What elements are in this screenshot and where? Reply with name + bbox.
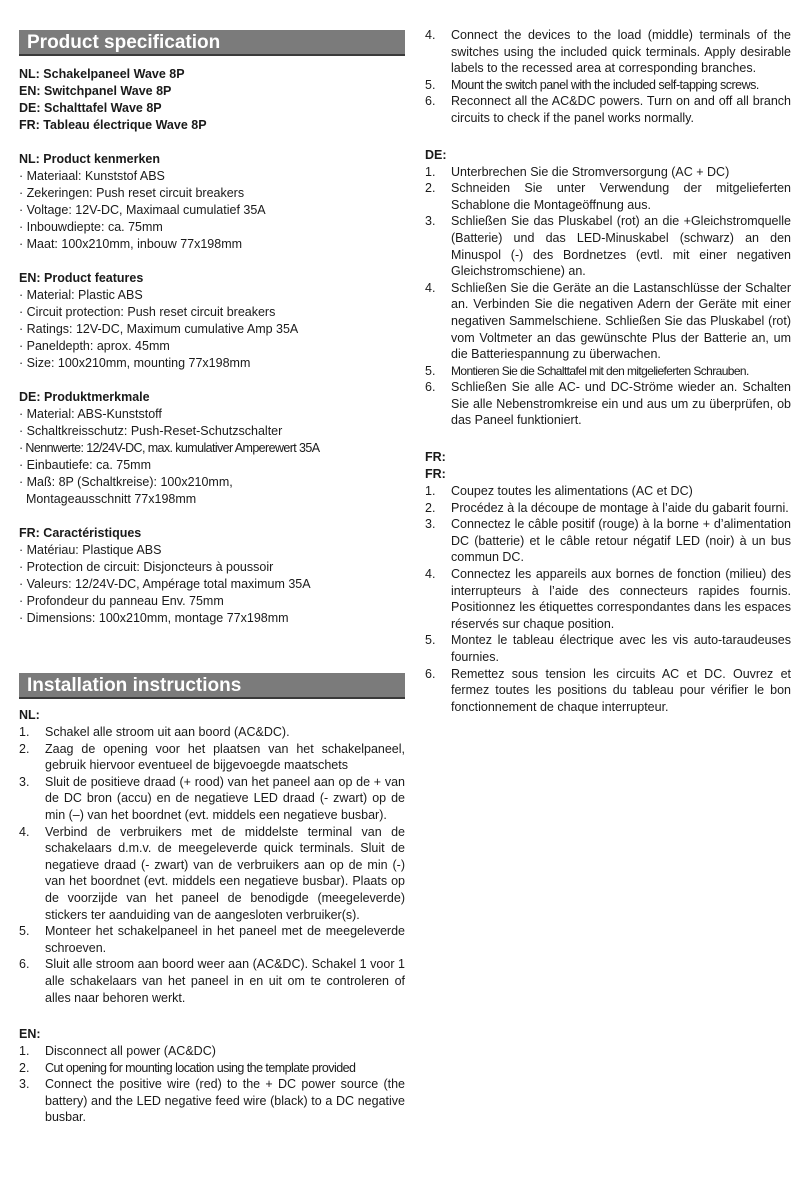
product-specification-header: Product specification [19,30,405,56]
list-item: 6. Sluit alle stroom aan boord weer aan (AC&DC). Schakel 1 voor 1 alle schakelaars van het paneel in en uit om te controleren of alles naar behoren werkt. [19,957,405,1005]
spec-group-en [19,270,405,372]
spec-item: · Protection de circuit: Disjoncteurs à poussoir [19,560,274,574]
spec-item: · Zekeringen: Push reset circuit breakers [19,186,245,200]
spec-item: · Circuit protection: Push reset circuit breakers [19,305,276,319]
installation-instructions-header: Installation instructions [19,673,405,699]
spec-item: · Material: Plastic ABS [19,288,143,302]
spec-heading: DE: Produktmerkmale [19,390,150,404]
list-item: 5. Montez le tableau électrique avec les vis auto-taraudeuses fournies. [425,633,791,664]
list-item: 1. Coupez toutes les alimentations (AC et DC) [425,484,693,499]
spec-item: · Schaltkreisschutz: Push-Reset-Schutzschalter [19,424,283,438]
fr-label: FR: [425,450,446,465]
spec-item: · Paneldepth: aprox. 45mm [19,339,170,353]
en-steps-part2 [425,27,791,127]
fr-steps [425,483,791,715]
list-item: 5. Montieren Sie die Schalttafel mit den mitgelieferten Schrauben. [425,363,749,378]
spec-item: Montageausschnitt 77x198mm [19,492,197,506]
product-names [19,66,405,134]
spec-item: · Dimensions: 100x210mm, montage 77x198mm [19,611,289,625]
product-name-en: EN: Switchpanel Wave 8P [19,84,172,98]
list-item: 2. Cut opening for mounting location using the template provided [19,1060,356,1075]
spec-item: · Inbouwdiepte: ca. 75mm [19,220,163,234]
spec-item: · Nennwerte: 12/24V-DC, max. kumulativer Amperewert 35A [19,441,320,455]
installation-section [19,673,405,1126]
fr-label-repeat: FR: [425,467,446,482]
list-item: 5. Monteer het schakelpaneel in het paneel met de meegeleverde schroeven. [19,924,405,955]
list-item: 3. Connectez le câble positif (rouge) à la borne + d’alimentation DC (batterie) et le câble retour négatif LED (noir) à un bus commun DC. [425,517,791,565]
spec-heading: FR: Caractéristiques [19,526,142,540]
list-item: 2. Schneiden Sie unter Verwendung der mitgelieferten Schablone die Montageöffnung aus. [425,181,791,212]
left-column [19,30,405,627]
spec-item: · Size: 100x210mm, mounting 77x198mm [19,356,251,370]
list-item: 5. Mount the switch panel with the included self-tapping screws. [425,77,759,92]
list-item: 6. Schließen Sie alle AC- und DC-Ströme wieder an. Schalten Sie alle Nebenstromkreise ein und aus um zu überprüfen, ob das Paneel funktioniert. [425,380,791,428]
spec-item: · Materiaal: Kunststof ABS [19,169,165,183]
spec-item: · Einbautiefe: ca. 75mm [19,458,152,472]
list-item: 1. Disconnect all power (AC&DC) [19,1044,216,1059]
list-item: 4. Connectez les appareils aux bornes de fonction (milieu) des interrupteurs à l’aide des connecteurs rapides fournis. Positionnez les étiquettes correspondantes dans les espaces réservés sur chaque position. [425,567,791,631]
list-item: 1. Unterbrechen Sie die Stromversorgung (AC + DC) [425,164,730,179]
right-column [425,27,791,715]
spec-item: · Profondeur du panneau Env. 75mm [19,594,224,608]
spec-item: · Ratings: 12V-DC, Maximum cumulative Amp 35A [19,322,299,336]
list-item: 6. Reconnect all the AC&DC powers. Turn on and off all branch circuits to check if the panel works normally. [425,94,791,125]
list-item: 4. Verbind de verbruikers met de middelste terminal van de schakelaars d.m.v. de meegeleverde quick terminals. Sluit de negatieve draad (- zwart) van de verbruikers aan op de min (-) van het boordnet (evt. middels een negatieve busbar). Plaats op de voorzijde van het paneel de benodigde (meegeleverde) stickers ter aanduiding van de aangesloten verbruiker(s). [19,824,405,922]
list-item: 4. Schließen Sie die Geräte an die Lastanschlüsse der Schalter an. Verbinden Sie die negativen Adern der Geräte mit einer negativen Sammelschiene. Schließen Sie das Pluskabel (rot) vom Voltmeter an das gewünschte Plus der Batterie an, um die Batteriespannung zu überwachen. [425,280,791,362]
en-label: EN: [19,1027,41,1042]
nl-label: NL: [19,708,40,722]
list-item: 6. Remettez sous tension les circuits AC et DC. Ouvrez et fermez toutes les positions du tableau pour vérifier le bon fonctionnement de chaque interrupteur. [425,666,791,714]
list-item: 3. Connect the positive wire (red) to the + DC power source (the battery) and the LED negative feed wire (black) to a DC negative busbar. [19,1077,405,1125]
list-item: 3. Sluit de positieve draad (+ rood) van het paneel aan op de + van de DC bron (accu) en de negatieve LED draad (- zwart) op de min (–) van het boordnet (evt. middels een negatieve busbar). [19,774,405,822]
list-item: 2. Procédez à la découpe de montage à l’aide du gabarit fourni. [425,500,789,515]
spec-group-fr [19,525,405,627]
spec-item: · Material: ABS-Kunststoff [19,407,162,421]
de-steps [425,164,791,430]
list-item: 4. Connect the devices to the load (middle) terminals of the switches using the included quick terminals. Apply desirable labels to the recessed area at corresponding branches. [425,28,791,76]
spec-group-nl [19,151,405,253]
spec-item: · Maß: 8P (Schaltkreise): 100x210mm, [19,475,233,489]
en-steps-part1 [19,1043,405,1126]
spec-item: · Voltage: 12V-DC, Maximaal cumulatief 35A [19,203,266,217]
product-name-fr: FR: Tableau électrique Wave 8P [19,118,207,132]
spec-item: · Matériau: Plastique ABS [19,543,162,557]
de-label: DE: [425,147,447,162]
spec-heading: EN: Product features [19,271,144,285]
spec-heading: NL: Product kenmerken [19,152,161,166]
spec-item: · Valeurs: 12/24V-DC, Ampérage total maximum 35A [19,577,311,591]
list-item: 3. Schließen Sie das Pluskabel (rot) an die +Gleichstromquelle (Batterie) und das LED-Minuskabel (schwarz) an den Minuspol (-) des Bordnetzes (evtl. mit einer negativen Gleichstromschiene) an. [425,214,791,279]
list-item: 1. Schakel alle stroom uit aan boord (AC&DC). [19,725,290,739]
product-name-nl: NL: Schakelpaneel Wave 8P [19,67,185,81]
spec-item: · Maat: 100x210mm, inbouw 77x198mm [19,237,243,251]
spec-group-de [19,389,405,508]
product-name-de: DE: Schalttafel Wave 8P [19,101,162,115]
list-item: 2. Zaag de opening voor het plaatsen van het schakelpaneel, gebruik hiervoor eventueel de bijgevoegde maatschets [19,741,405,773]
nl-steps [19,724,405,1006]
